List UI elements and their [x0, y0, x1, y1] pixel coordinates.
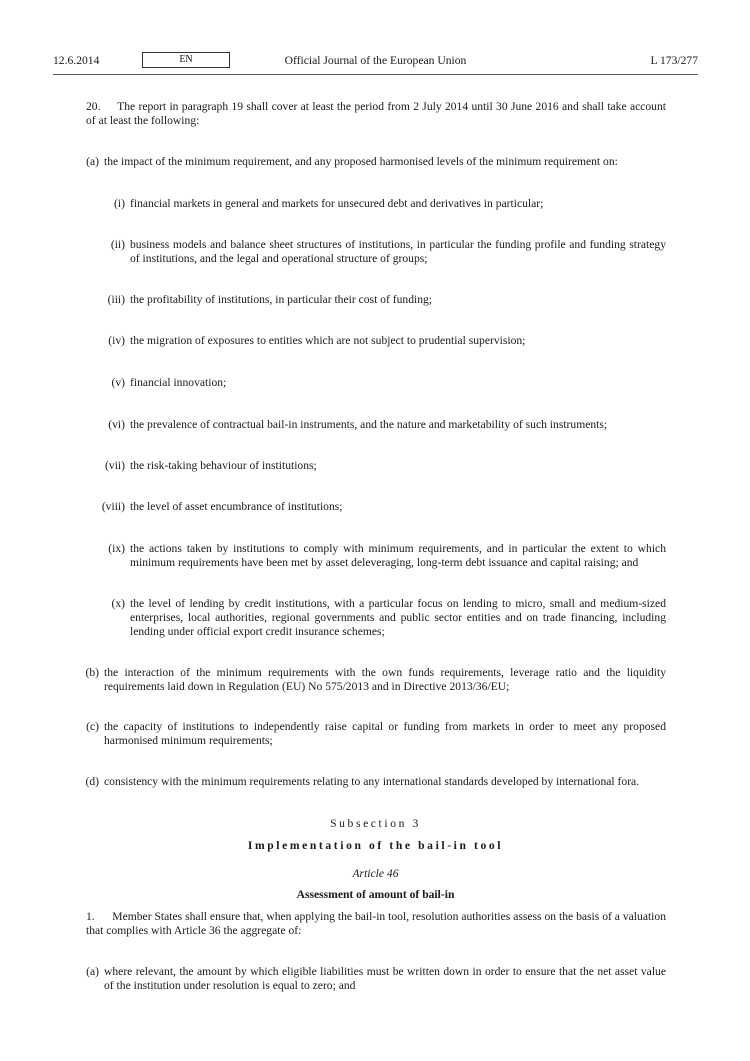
list-item: (i) financial markets in general and markets for unsecured debt and derivatives in particular;: [114, 197, 544, 210]
list-item: (c) the capacity of institutions to independently raise capital or funding from markets in order to meet any proposed harmonised minimum requirements;: [86, 720, 666, 747]
list-item: (v) financial innovation;: [111, 376, 227, 389]
list-item: (a) where relevant, the amount by which eligible liabilities must be written down in order to ensure that the net asset value of the institution under resolution is equal to zero; and: [86, 965, 666, 992]
article-title: Assessment of amount of bail-in: [296, 888, 455, 901]
header-rule: [53, 74, 698, 75]
list-item: (ii) business models and balance sheet structures of institutions, in particular the funding profile and funding strategy of institutions, and the legal and operational structure of groups;: [110, 238, 666, 265]
language-badge: EN: [142, 52, 230, 68]
list-item: (d) consistency with the minimum requirements relating to any international standards developed by international fora.: [85, 775, 640, 788]
list-item: (x) the level of lending by credit institutions, with a particular focus on lending to micro, small and medium-sized enterprises, local authorities, regional governments and public sector entities and on trade financing, including lending under official export credit insurance schemes;: [111, 597, 666, 638]
paragraph-number: 20.: [86, 100, 101, 113]
paragraph-text: The report in paragraph 19 shall cover at least the period from 2 July 2014 until 30 June 2016 and shall take account of at least the following:: [86, 100, 666, 127]
subsection-label: Subsection 3: [330, 817, 421, 830]
list-item: (b) the interaction of the minimum requirements with the own funds requirements, leverage ratio and the liquidity requirements laid down in Regulation (EU) No 575/2013 and in Directive 2013/36/EU;: [85, 666, 666, 693]
list-item: (iii) the profitability of institutions, in particular their cost of funding;: [107, 293, 433, 306]
subsection-title: Implementation of the bail-in tool: [247, 839, 504, 852]
paragraph-number: 1.: [86, 910, 95, 923]
paragraph-20: [86, 100, 666, 128]
article-paragraph-1: [86, 910, 666, 938]
page-reference: L 173/277: [650, 54, 698, 67]
list-item: (iv) the migration of exposures to entities which are not subject to prudential supervision;: [108, 334, 526, 347]
list-item: (a) the impact of the minimum requirement, and any proposed harmonised levels of the minimum requirement on:: [86, 155, 618, 168]
list-item: (ix) the actions taken by institutions to comply with minimum requirements, and in particular the extent to which minimum requirements have been met by asset deleveraging, long-term debt issuance and capital raising; and: [108, 542, 666, 569]
header-date: 12.6.2014: [53, 54, 100, 67]
list-item: (vii) the risk-taking behaviour of institutions;: [105, 459, 317, 472]
article-label: Article 46: [352, 867, 399, 880]
page-header: [53, 52, 698, 70]
list-item: (viii) the level of asset encumbrance of institutions;: [101, 500, 343, 513]
journal-title: Official Journal of the European Union: [284, 54, 467, 67]
list-item: (vi) the prevalence of contractual bail-in instruments, and the nature and marketability of such instruments;: [108, 418, 608, 431]
paragraph-text: Member States shall ensure that, when applying the bail-in tool, resolution authorities assess on the basis of a valuation that complies with Article 36 the aggregate of:: [86, 910, 666, 937]
